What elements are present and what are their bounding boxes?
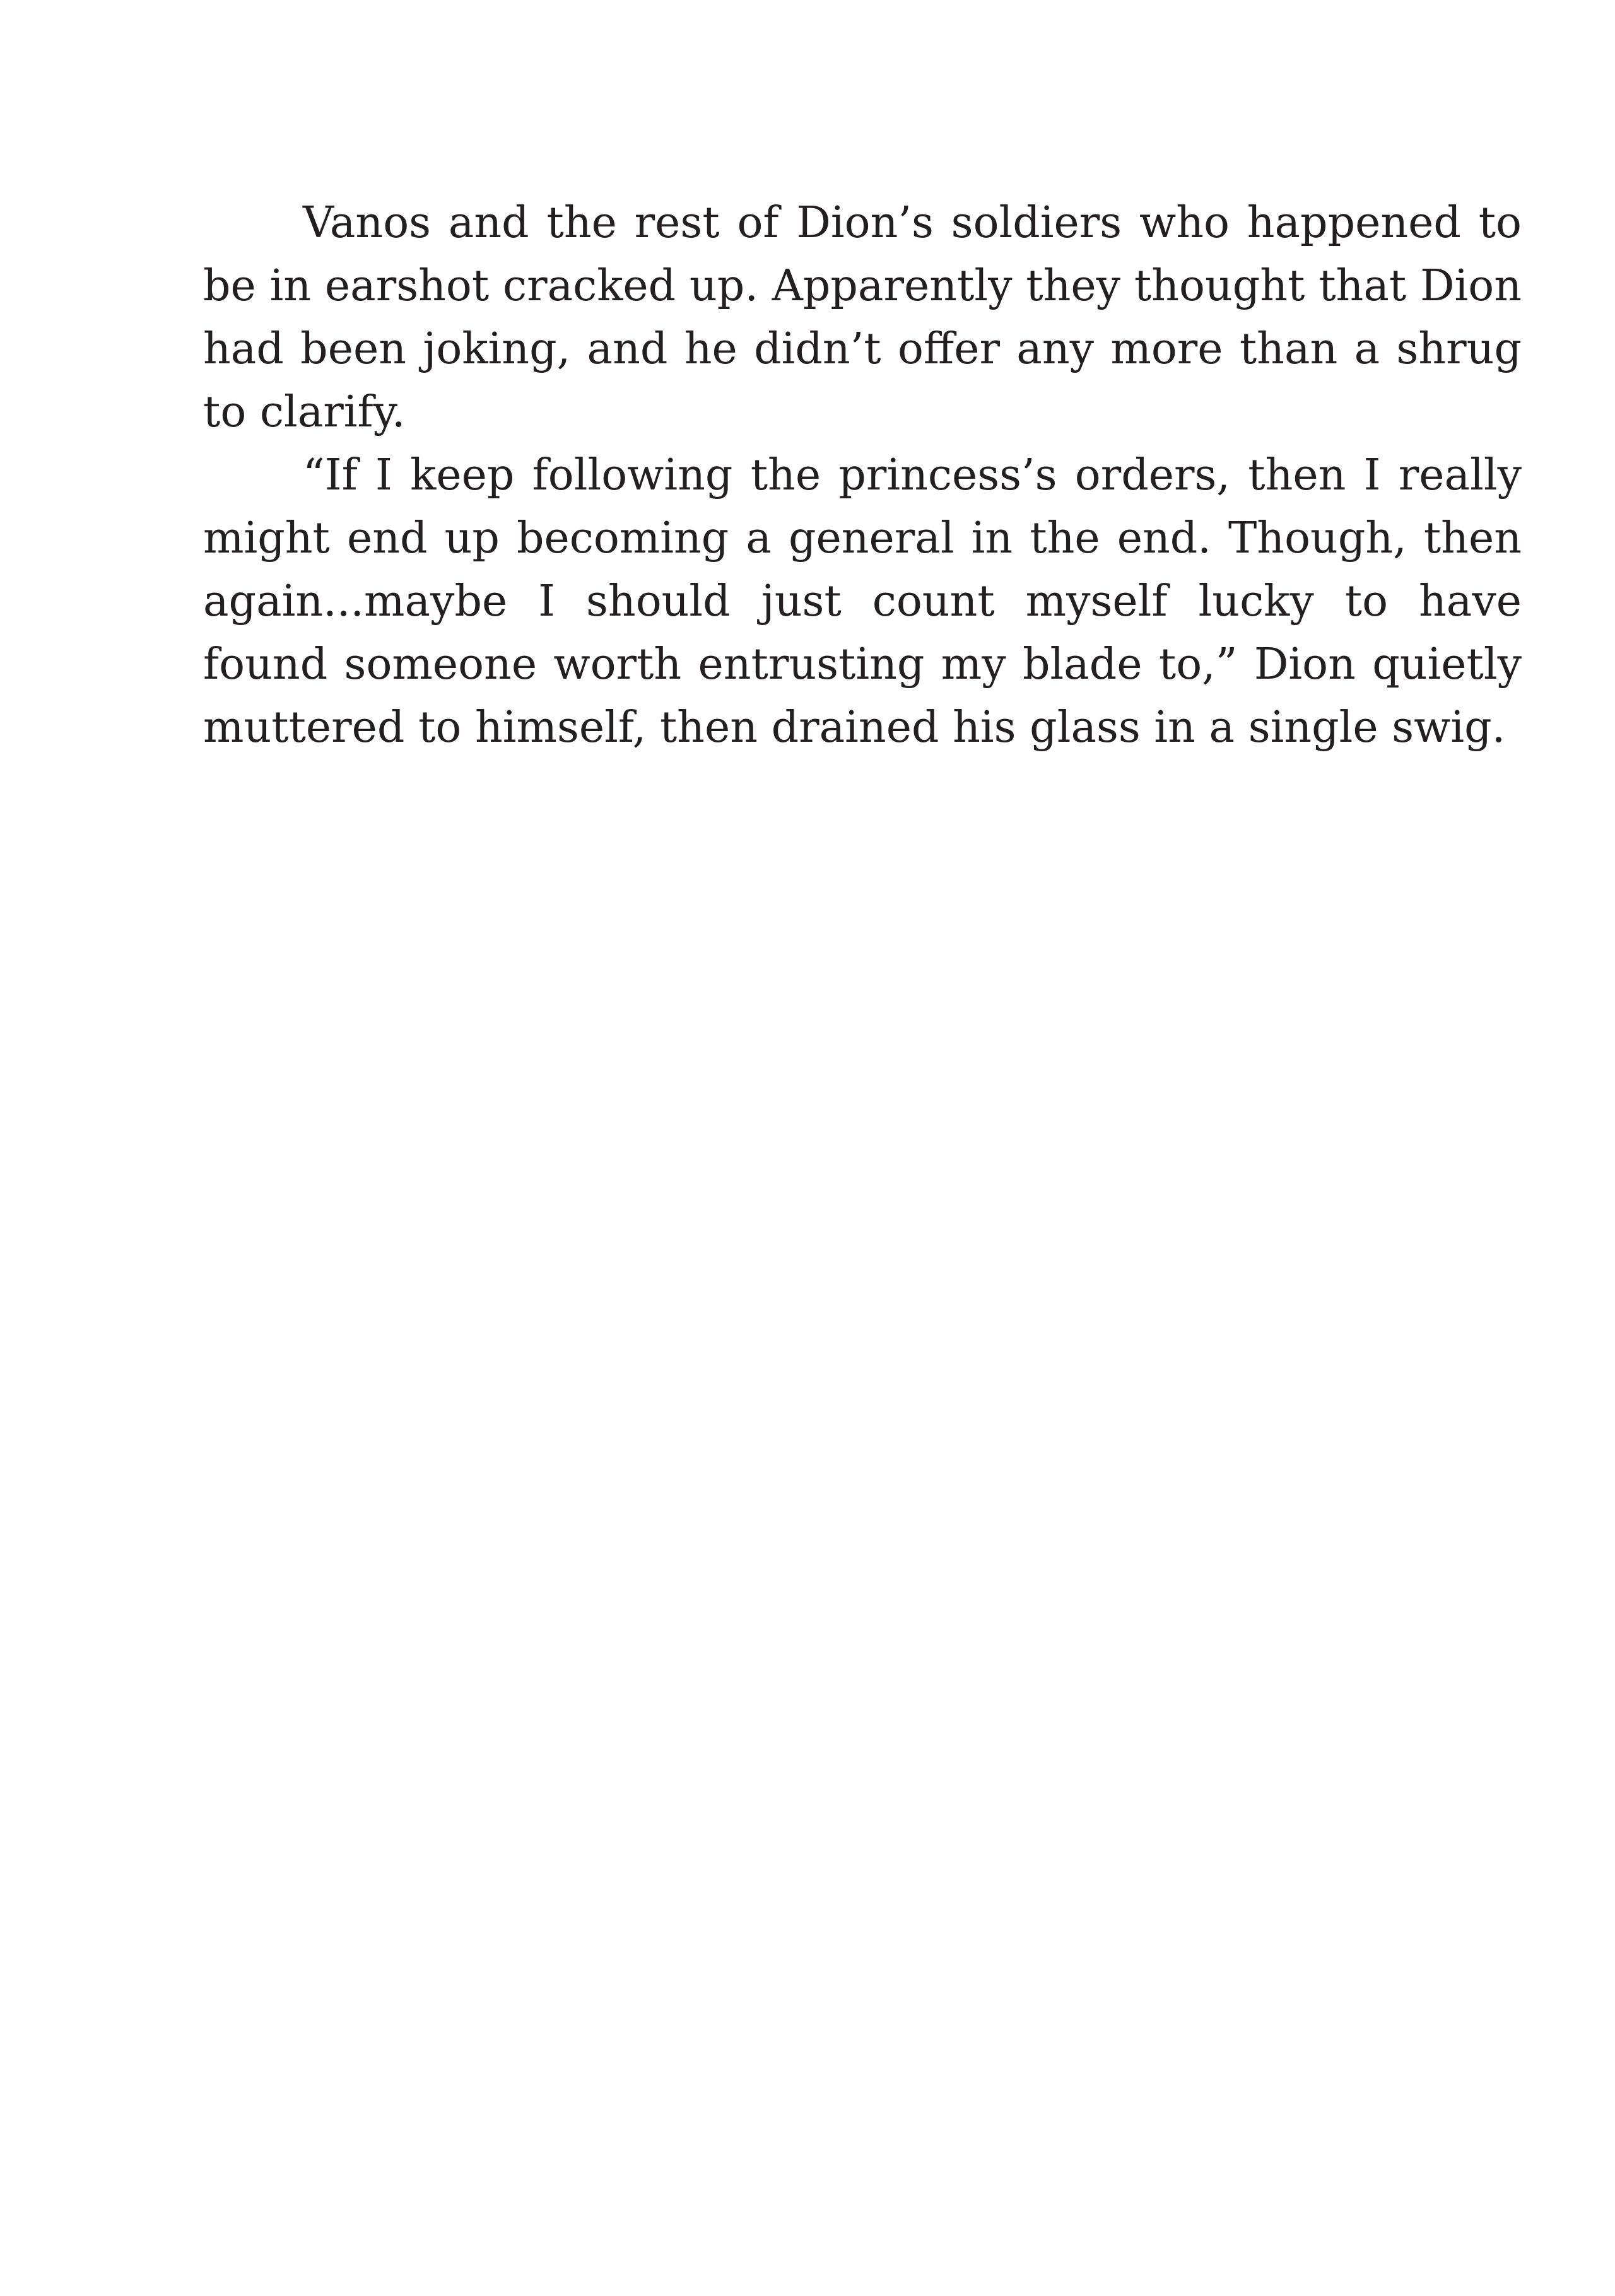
body-text bbox=[203, 192, 1522, 759]
paragraph-1: Vanos and the rest of Dion’s soldiers who happened to be in earshot cracked up. Apparently they thought that Dion had been joking, and he didn’t offer any more than a shrug to clarify. bbox=[203, 198, 1522, 437]
paragraph-2: “If I keep following the princess’s orders, then I really might end up becoming a general in the end. Though, then again...maybe I should just count myself lucky to have found someone worth entrusting my blade to,” Dion quietly muttered to himself, then drained his glass in a single swig. bbox=[203, 450, 1522, 753]
